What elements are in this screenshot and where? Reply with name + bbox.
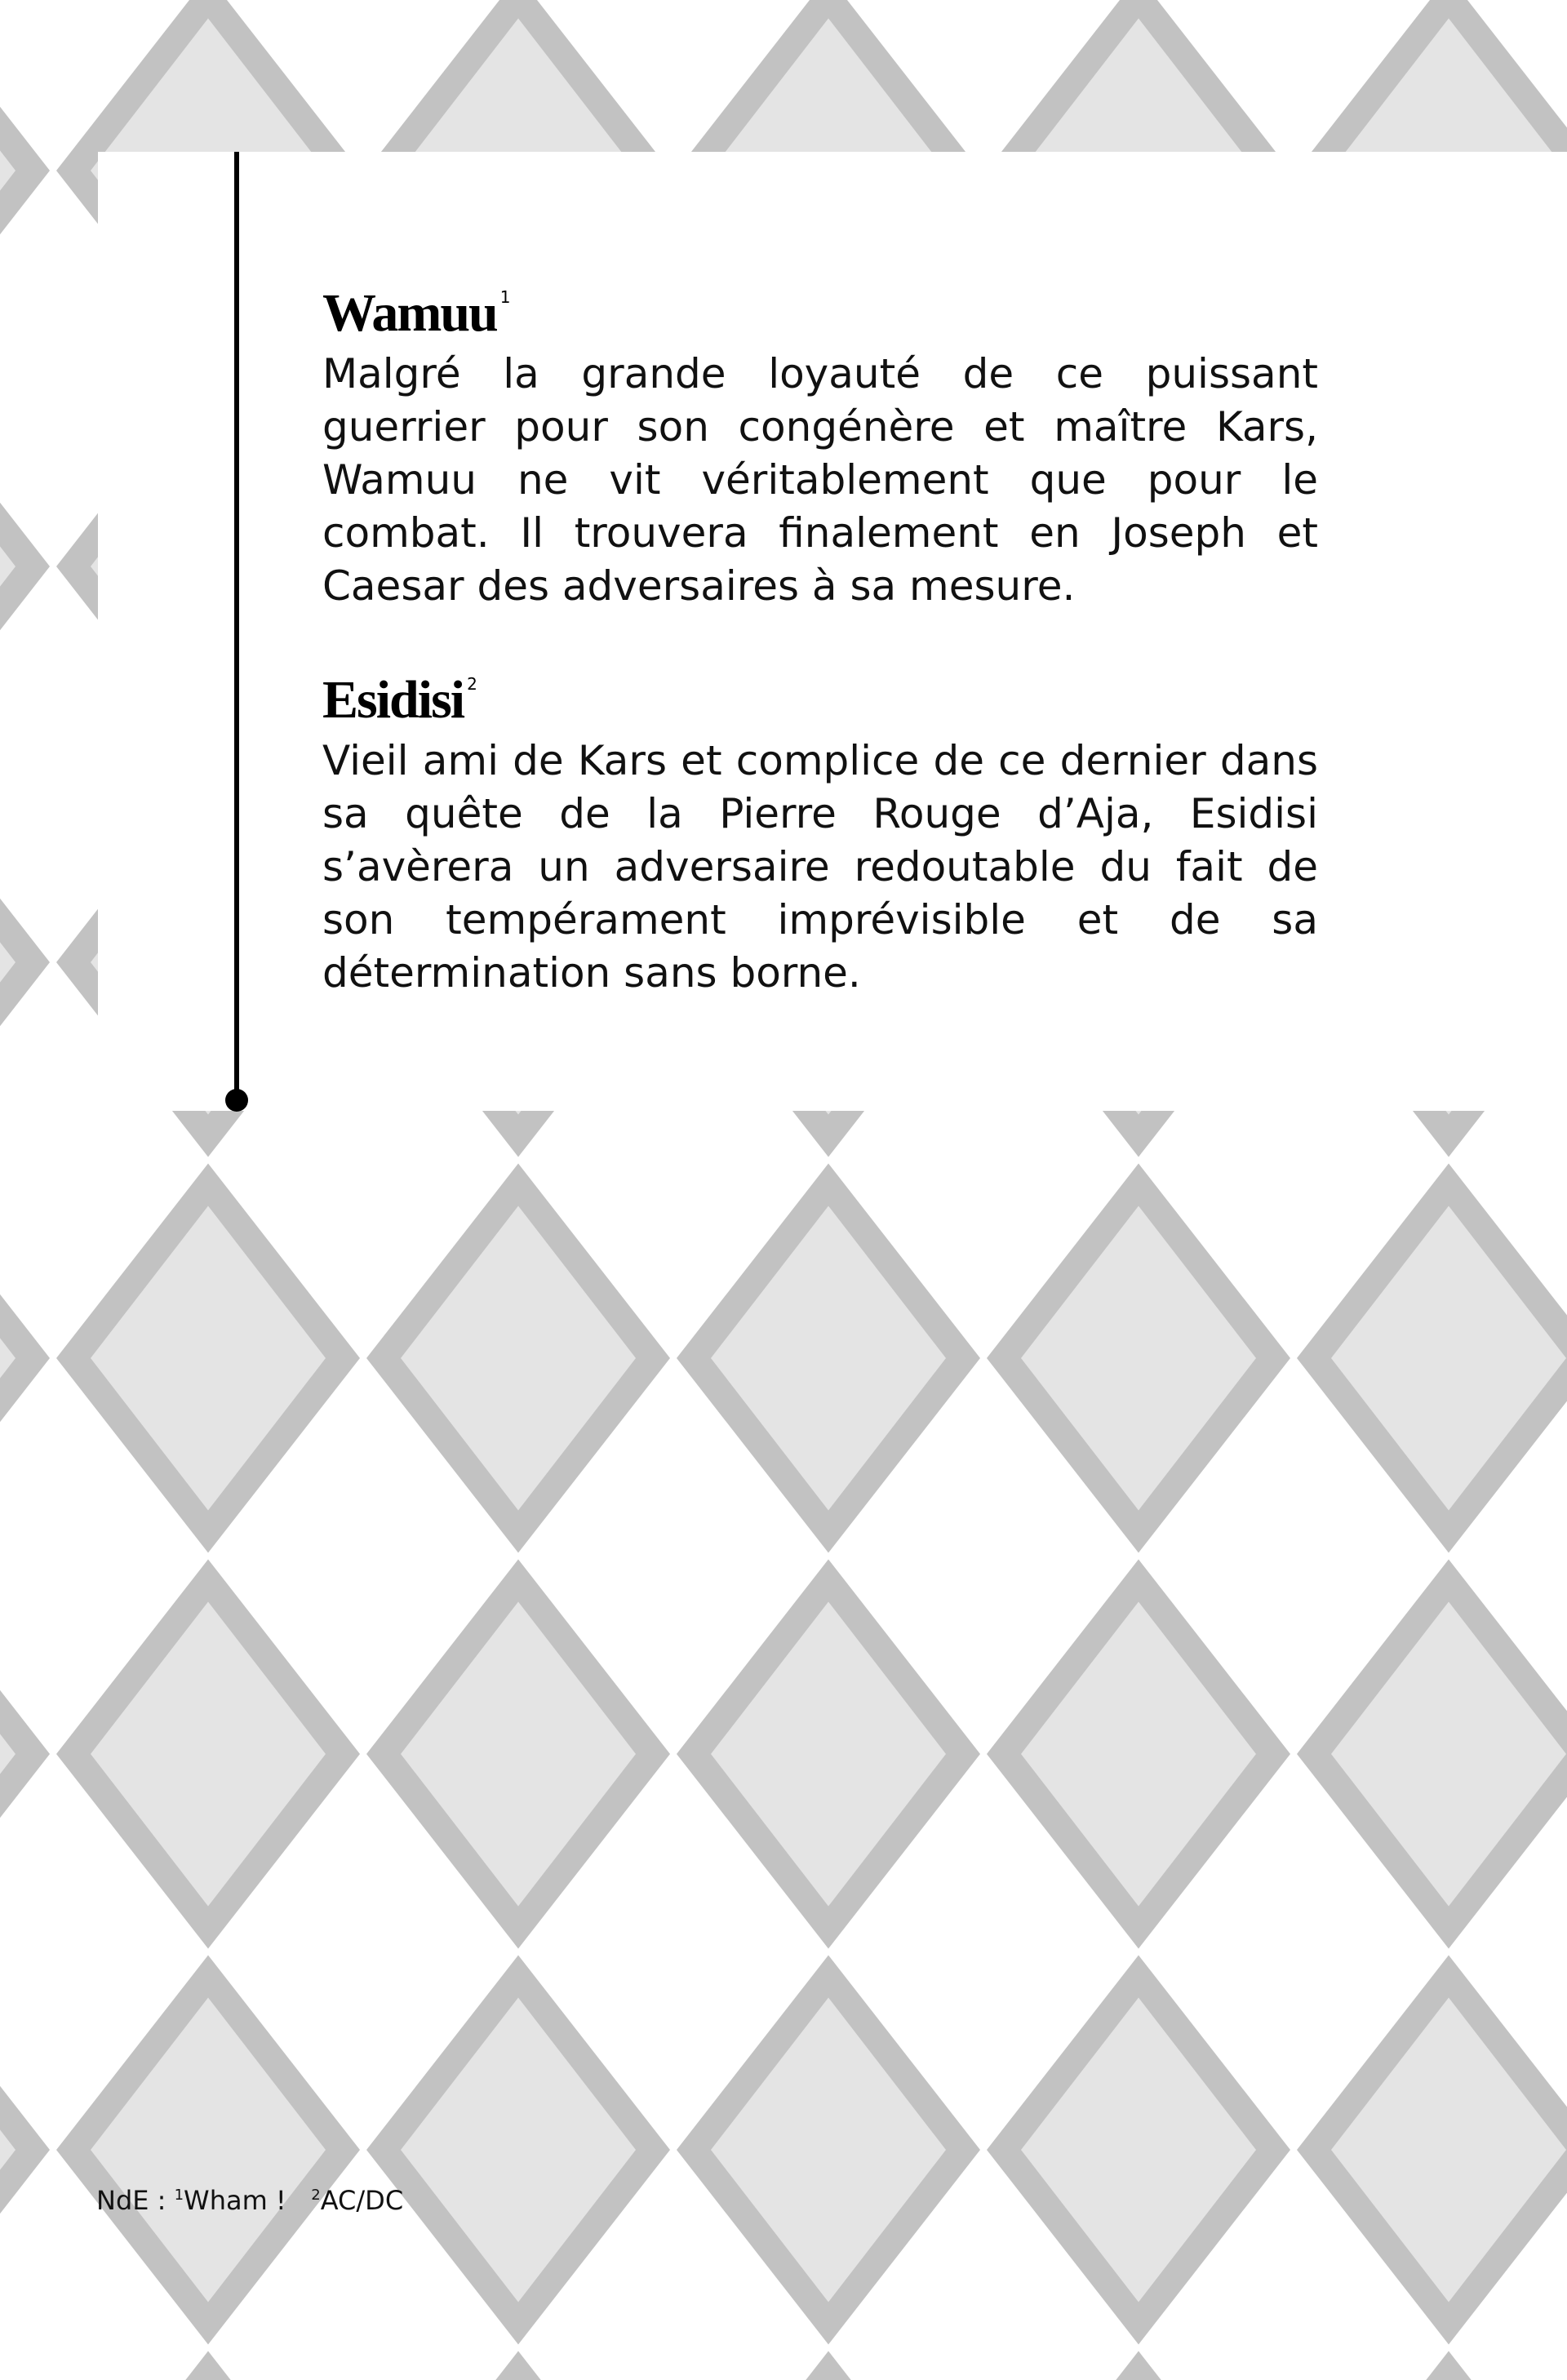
note-ref-1: 1 xyxy=(499,287,511,307)
pattern-diamond xyxy=(401,1206,636,1511)
pattern-diamond xyxy=(0,19,16,323)
pattern-diamond xyxy=(1297,2351,1567,2380)
pattern-diamond xyxy=(711,1602,946,1907)
vertical-rule-line xyxy=(234,152,239,1103)
entry-description-wamuu: Malgré la grande loyauté de ce puissant guerrier pour son congénère et maître Kars, Wamuu ne vit véritablement que pour le combat. Il trouvera finalement en Joseph et Caesar des adversaires à sa mesure. xyxy=(322,350,1318,610)
entry-wamuu xyxy=(322,263,1318,613)
entry-name-esidisi: Esidisi xyxy=(322,670,464,730)
pattern-diamond xyxy=(91,1602,326,1907)
pattern-diamond xyxy=(91,1998,326,2302)
pattern-diamond xyxy=(366,2351,670,2380)
footnote-prefix: NdE : xyxy=(96,2185,175,2216)
pattern-diamond xyxy=(711,1206,946,1511)
pattern-diamond xyxy=(91,1206,326,1511)
pattern-diamond xyxy=(1331,1602,1566,1907)
pattern-diamond xyxy=(711,1998,946,2302)
footnote-ref-1: 1 xyxy=(174,2187,184,2204)
editor-footnote xyxy=(96,2179,403,2217)
entry-name-wamuu: Wamuu xyxy=(322,283,497,343)
entry-esidisi xyxy=(322,650,1318,1000)
pattern-diamond xyxy=(987,2351,1290,2380)
entry-title-wamuu xyxy=(322,263,1318,348)
pattern-diamond xyxy=(1021,1206,1256,1511)
pattern-diamond xyxy=(0,1206,16,1511)
pattern-diamond xyxy=(401,1602,636,1907)
pattern-diamond xyxy=(0,810,16,1115)
entry-description-esidisi: Vieil ami de Kars et complice de ce dernier dans sa quête de la Pierre Rouge d’Aja, Esidisi s’avèrera un adversaire redoutable du fait de son tempérament imprévisible et de sa détermination sans borne. xyxy=(322,737,1318,997)
pattern-diamond xyxy=(0,1998,16,2302)
pattern-diamond xyxy=(0,0,50,366)
pattern-diamond xyxy=(1021,1602,1256,1907)
pattern-diamond xyxy=(56,2351,360,2380)
pattern-diamond xyxy=(1021,1998,1256,2302)
footnote-text-1: Wham ! xyxy=(184,2185,286,2216)
pattern-diamond xyxy=(677,2351,980,2380)
vertical-rule-end-dot xyxy=(225,1089,248,1112)
note-ref-2: 2 xyxy=(467,674,477,694)
pattern-diamond xyxy=(0,415,16,719)
footnote-text-2: AC/DC xyxy=(320,2185,404,2216)
pattern-diamond xyxy=(1331,1998,1566,2302)
entry-title-esidisi xyxy=(322,650,1318,735)
pattern-diamond xyxy=(1331,1206,1566,1511)
footnote-ref-2: 2 xyxy=(311,2187,321,2204)
pattern-diamond xyxy=(0,2351,50,2380)
pattern-diamond xyxy=(401,1998,636,2302)
pattern-diamond xyxy=(0,1602,16,1907)
